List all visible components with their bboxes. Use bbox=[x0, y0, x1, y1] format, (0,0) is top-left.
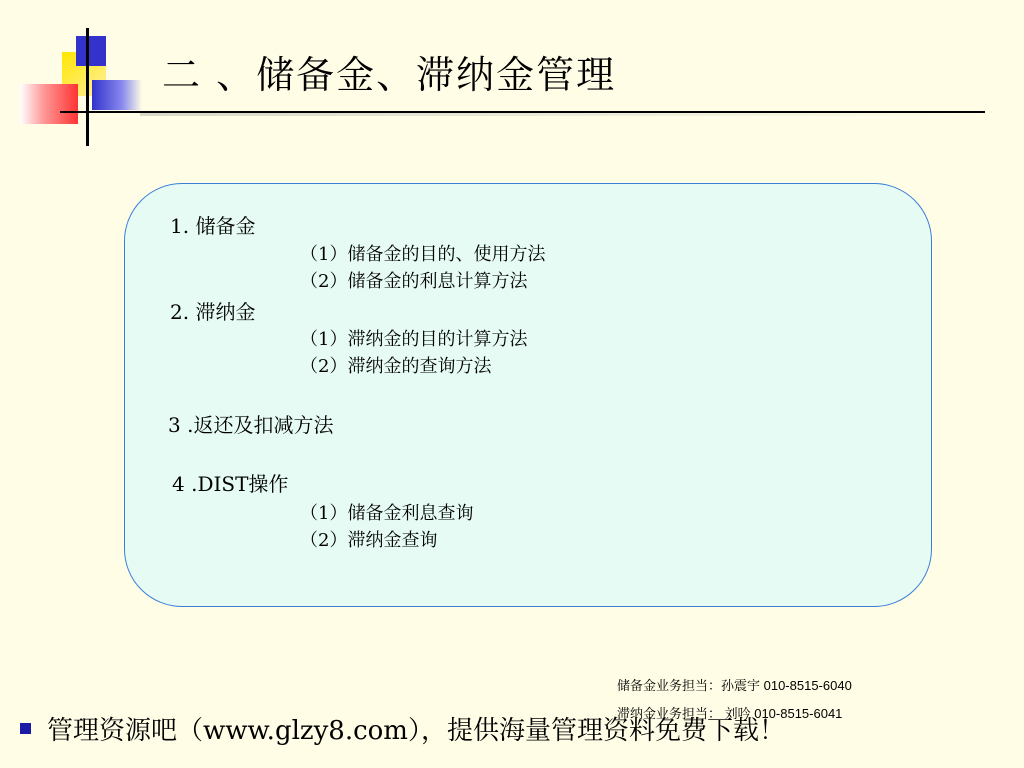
outline-item-2-1: （1）滞纳金的目的计算方法 bbox=[300, 329, 528, 350]
outline-item-1-2: （2）储备金的利息计算方法 bbox=[300, 271, 528, 292]
outline-section-3: 3 .返还及扣减方法 bbox=[168, 413, 334, 437]
footer-banner bbox=[20, 710, 785, 747]
footer-text: 管理资源吧（www.glzy8.com），提供海量管理资料免费下载！ bbox=[47, 716, 785, 746]
outline-item-4-1: （1）储备金利息查询 bbox=[300, 503, 474, 524]
outline-section-4: 4 .DIST操作 bbox=[172, 472, 289, 496]
contact-late-fee: 滞纳金业务担当： 刘吟 010-8515-6041 bbox=[617, 706, 843, 721]
decorative-logo bbox=[0, 0, 140, 150]
outline-section-2: 2. 滞纳金 bbox=[170, 300, 256, 324]
contact-reserve: 储备金业务担当：孙震宇 010-8515-6040 bbox=[617, 678, 852, 693]
title-rule-shadow bbox=[140, 113, 985, 116]
logo-red-square bbox=[20, 84, 78, 124]
logo-blue-square bbox=[76, 36, 106, 66]
logo-vertical-line bbox=[86, 28, 89, 146]
outline-section-1: 1. 储备金 bbox=[170, 214, 256, 238]
outline-item-1-1: （1）储备金的目的、使用方法 bbox=[300, 244, 546, 265]
square-bullet-icon bbox=[20, 723, 31, 734]
outline-item-4-2: （2）滞纳金查询 bbox=[300, 530, 438, 551]
logo-blue-gradient-square bbox=[92, 80, 142, 110]
outline-item-2-2: （2）滞纳金的查询方法 bbox=[300, 356, 492, 377]
slide-title: 二 、储备金、滞纳金管理 bbox=[162, 53, 617, 97]
